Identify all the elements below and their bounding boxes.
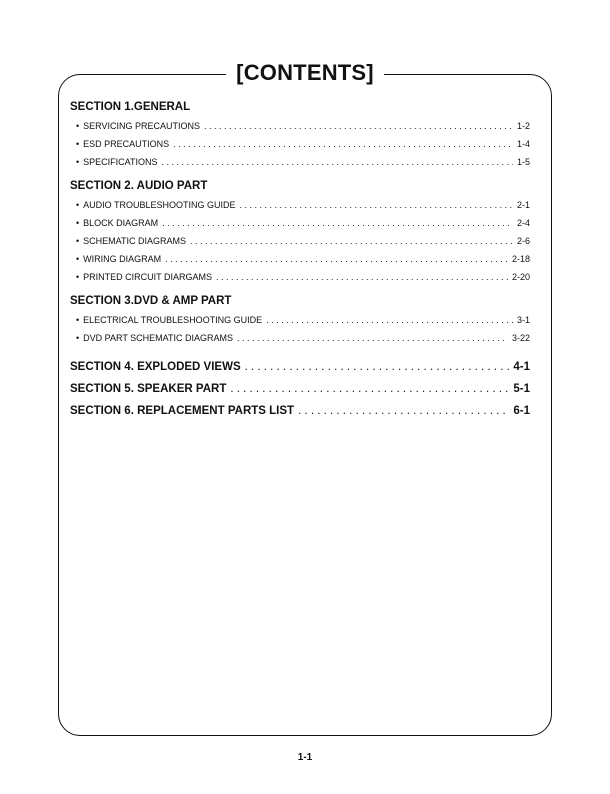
section-heading: SECTION 1.GENERAL — [70, 101, 191, 113]
entry-page: 1-2 — [516, 121, 530, 131]
dot-leader — [298, 400, 509, 422]
major-page: 4-1 — [513, 360, 530, 373]
toc-entry[interactable] — [70, 312, 530, 330]
page-number: 1-1 — [297, 752, 313, 763]
toc-entry[interactable] — [70, 197, 530, 215]
toc-entry[interactable] — [70, 136, 530, 154]
dot-leader — [230, 378, 509, 400]
contents-title: [CONTENTS] — [226, 58, 384, 88]
entry-label: DVD PART SCHEMATIC DIAGRAMS — [83, 333, 234, 344]
major-page: 5-1 — [513, 382, 530, 395]
entry-page: 1-4 — [516, 138, 530, 149]
dot-leader — [204, 118, 513, 136]
entry-label: ESD PRECAUTIONS — [83, 138, 170, 149]
dot-leader — [237, 330, 508, 348]
entry-label: SERVICING PRECAUTIONS — [83, 121, 201, 131]
dot-leader — [173, 136, 513, 154]
toc — [70, 100, 530, 422]
entry-page: 3-1 — [516, 315, 530, 326]
bullet-icon: • — [76, 156, 80, 167]
entry-page: 2-1 — [516, 200, 530, 211]
entry-page: 2-18 — [511, 253, 530, 264]
toc-major-entry[interactable] — [70, 400, 530, 422]
toc-entry[interactable] — [70, 215, 530, 233]
dot-leader — [266, 312, 513, 330]
toc-entry[interactable] — [70, 330, 530, 348]
dot-leader — [162, 154, 513, 172]
entry-label: BLOCK DIAGRAM — [83, 218, 159, 229]
major-page: 6-1 — [513, 404, 530, 417]
bullet-icon: • — [76, 218, 80, 229]
bullet-icon: • — [76, 315, 80, 326]
entry-label: ELECTRICAL TROUBLESHOOTING GUIDE — [83, 315, 263, 326]
section-heading: SECTION 2. AUDIO PART — [70, 180, 208, 193]
entry-page: 3-22 — [511, 333, 530, 344]
bullet-icon: • — [76, 138, 80, 149]
entry-page: 2-20 — [511, 271, 530, 282]
entry-page: 1-5 — [516, 156, 530, 167]
major-label: SECTION 6. REPLACEMENT PARTS LIST — [70, 404, 295, 417]
dot-leader — [240, 197, 513, 215]
toc-entry[interactable] — [70, 233, 530, 251]
toc-section-2 — [70, 179, 530, 286]
bullet-icon: • — [76, 235, 80, 246]
dot-leader — [162, 215, 513, 233]
dot-leader — [190, 233, 513, 251]
entry-page: 2-4 — [516, 218, 530, 229]
toc-major-entry[interactable] — [70, 378, 530, 400]
toc-entry[interactable] — [70, 118, 530, 136]
entry-label: AUDIO TROUBLESHOOTING GUIDE — [83, 200, 236, 211]
bullet-icon: • — [76, 200, 80, 211]
toc-entry[interactable] — [70, 154, 530, 172]
major-label: SECTION 5. SPEAKER PART — [70, 382, 227, 395]
entry-label: SPECIFICATIONS — [83, 156, 158, 167]
bullet-icon: • — [76, 253, 80, 264]
dot-leader — [216, 269, 508, 287]
entry-label: PRINTED CIRCUIT DIARGAMS — [83, 271, 212, 282]
toc-section-3 — [70, 294, 530, 348]
bullet-icon: • — [76, 121, 80, 131]
toc-entry[interactable] — [70, 269, 530, 287]
entry-label: SCHEMATIC DIAGRAMS — [83, 235, 186, 246]
toc-entry[interactable] — [70, 251, 530, 269]
major-label: SECTION 4. EXPLODED VIEWS — [70, 360, 241, 373]
toc-major-entry[interactable] — [70, 356, 530, 378]
bullet-icon: • — [76, 271, 80, 282]
section-heading: SECTION 3.DVD & AMP PART — [70, 295, 232, 308]
bullet-icon: • — [76, 333, 80, 344]
dot-leader — [245, 356, 510, 378]
entry-page: 2-6 — [516, 235, 530, 246]
toc-section-1 — [70, 100, 530, 171]
entry-label: WIRING DIAGRAM — [83, 253, 162, 264]
dot-leader — [165, 251, 508, 269]
